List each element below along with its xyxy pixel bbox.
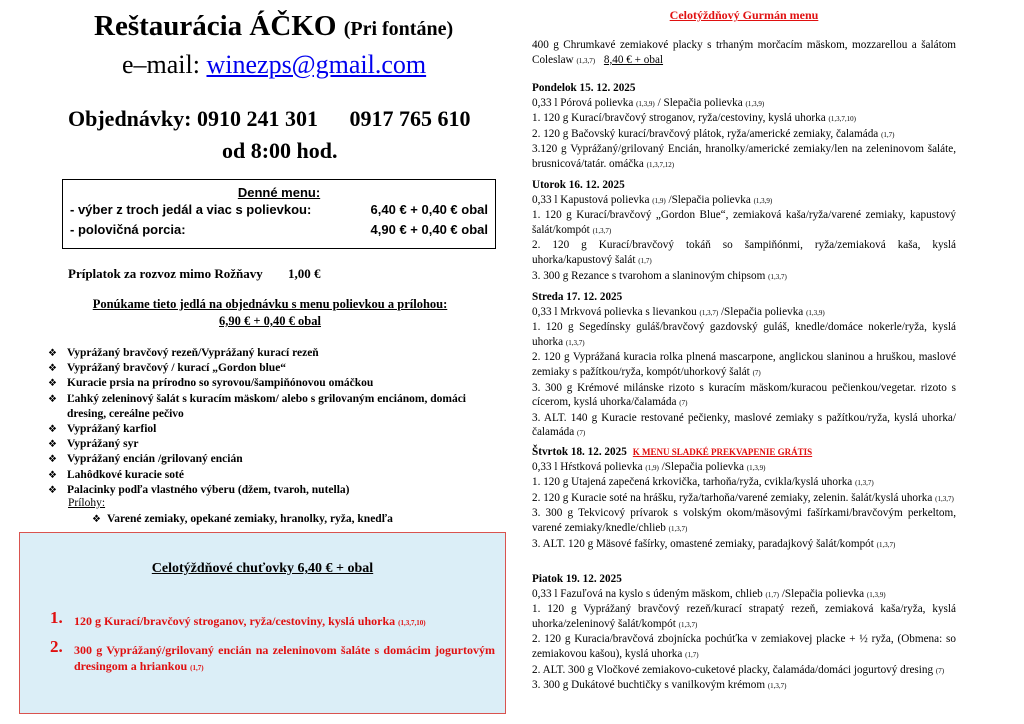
phone-1: 0910 241 301	[196, 106, 318, 131]
surcharge-value: 1,00 €	[287, 266, 321, 281]
allergens: (1,7)	[190, 664, 204, 672]
menu-item: 1. 120 g Kurací/bravčový stroganov, ryža/cestoviny, kyslá uhorka (1,3,7,10)	[532, 112, 856, 125]
sides-list	[92, 513, 393, 525]
daily-menu-heading: Denné menu:	[237, 185, 321, 200]
opening-hours: od 8:00 hod.	[222, 138, 338, 163]
menu-item: 3. 300 g Rezance s tvarohom a slaninovým chipsom (1,3,7)	[532, 269, 787, 282]
diamond-bullet-icon: ❖	[48, 424, 57, 436]
list-item	[46, 361, 466, 376]
right-column	[532, 0, 956, 724]
offer-price: 6,90 € + 0,40 € obal	[219, 314, 321, 328]
day-tuesday	[532, 178, 956, 284]
diamond-bullet-icon: ❖	[48, 363, 57, 375]
weekly-specials-box	[19, 532, 506, 714]
diamond-bullet-icon: ❖	[92, 514, 101, 525]
daily-menu-row-label: - polovičná porcia:	[70, 222, 186, 237]
delivery-surcharge	[68, 266, 320, 282]
menu-item: 3. 300 g Tekvicový prívarok s volským okom/mäsovými fašírkami/bravčovým perkeltom, varené zemiaky/knedle/chlieb (1,3,7)	[532, 507, 956, 534]
phone-2: 0917 765 610	[349, 106, 471, 131]
orders-label: Objednávky:	[68, 106, 192, 131]
day-monday	[532, 81, 956, 173]
soup-line: 0,33 l Fazuľová na kyslo s údeným mäskom, chlieb (1,7) /Slepačia polievka (1,3,9)	[532, 587, 886, 600]
menu-item: 3. 300 g Dukátové buchtičky s vanilkovým krémom (1,3,7)	[532, 679, 787, 692]
diamond-bullet-icon: ❖	[48, 393, 57, 405]
dish-list	[46, 346, 466, 498]
menu-item: 1. 120 g Kurací/bravčový „Gordon Blue“, zemiaková kaša/ryža/varené zemiaky, kapustový šalát/kompót (1,3,7)	[532, 209, 956, 236]
soup-line: 0,33 l Mrkvová polievka s lievankou (1,3,7) /Slepačia polievka (1,3,9)	[532, 305, 825, 318]
item-text: 300 g Vyprážaný/grilovaný encián na zeleninovom šaláte s domácim jogurtovým dresingom a hriankou	[74, 643, 495, 673]
offer-text: Ponúkame tieto jedlá na objednávku s menu polievkou a prílohou:	[92, 297, 448, 311]
menu-item: 2. 120 g Vyprážaná kuracia rolka plnená mascarpone, anglickou slaninou a hruškou, maslové zemiaky s pažítkou/ryža, kompót/uhorkový šalát (7)	[532, 351, 956, 378]
list-item	[46, 437, 466, 452]
list-item	[46, 422, 466, 437]
daily-menu-row-label: - výber z troch jedál a viac s polievkou:	[70, 202, 312, 217]
email-label: e–mail:	[122, 50, 200, 79]
menu-item: 1. 120 g Utajená zapečená krkovička, tarhoňa/ryža, cvikla/kyslá uhorka (1,3,7)	[532, 476, 874, 489]
menu-item: 3. 300 g Krémové milánske rizoto s kuracím mäskom/kuracou pečienkou/vegetar. rizoto s cícerom, kyslá uhorka/čalamáda (7)	[532, 381, 956, 409]
email-line	[122, 50, 426, 80]
soup-line: 0,33 l Pórová polievka (1,3,9) / Slepačia polievka (1,3,9)	[532, 96, 765, 109]
restaurant-name: Reštaurácia ÁČKO	[94, 10, 337, 42]
allergens: (1,3,7)	[576, 56, 596, 65]
menu-item: 3.120 g Vyprážaný/grilovaný Encián, hranolky/americké zemiaky/len na zeleninovom šaláte, brusnicová/tatár. omáčka (1,3,7,12)	[532, 143, 956, 170]
weekly-special-item	[50, 637, 495, 676]
order-offer	[60, 296, 480, 330]
restaurant-subtitle: (Pri fontáne)	[343, 18, 454, 40]
dish-name: Lahôdkové kuracie soté	[67, 468, 184, 481]
restaurant-title	[94, 10, 494, 43]
menu-item: 2. ALT. 300 g Vločkové zemiakovo-cuketové placky, čalamáda/domáci jogurtový dresing (7)	[532, 663, 945, 676]
daily-menu-row	[63, 200, 495, 220]
list-item	[46, 483, 466, 498]
day-heading: Pondelok 15. 12. 2025	[532, 82, 636, 94]
diamond-bullet-icon: ❖	[48, 439, 57, 451]
daily-menu-box	[62, 179, 496, 249]
list-item	[46, 452, 466, 467]
free-dessert-note: K MENU SLADKÉ PREKVAPENIE GRÁTIS	[632, 447, 813, 457]
dish-name: Vyprážaný karfiol	[67, 423, 157, 436]
orders-line	[68, 106, 470, 132]
diamond-bullet-icon: ❖	[48, 348, 57, 359]
list-item	[46, 468, 466, 483]
list-item	[46, 346, 466, 361]
menu-item: 3. ALT. 120 g Mäsové fašírky, omastené zemiaky, paradajkový šalát/kompót (1,3,7)	[532, 537, 896, 550]
gourmet-text: 400 g Chrumkavé zemiakové placky s trhaným morčacím mäskom, mozzarellou a šalátom Coleslaw	[532, 39, 956, 66]
item-number: 1.	[50, 608, 63, 627]
diamond-bullet-icon: ❖	[48, 469, 57, 481]
dish-name: Ľahký zeleninový šalát s kuracím mäskom/ alebo s grilovaným enciánom, domáci dresing, cereálne pečivo	[67, 392, 466, 420]
surcharge-label: Príplatok za rozvoz mimo Rožňavy	[68, 266, 263, 281]
email-link[interactable]: winezps@gmail.com	[206, 50, 427, 79]
menu-item: 2. 120 g Kuracia/bravčová zbojnícka pochúťka v zemiakovej placke + ½ ryža, (Obmena: so zemiakovou kašou), kyslá uhorka (1,7)	[532, 633, 956, 660]
dish-name: Kuracie prsia na prírodno so syrovou/šampiňónovou omáčkou	[67, 377, 374, 390]
day-wednesday	[532, 290, 956, 441]
daily-menu-row-price: 6,40 € + 0,40 € obal	[370, 202, 488, 217]
sides-label: Prílohy:	[68, 497, 106, 509]
soup-line: 0,33 l Hŕstková polievka (1,9) /Slepačia polievka (1,3,9)	[532, 460, 766, 473]
diamond-bullet-icon: ❖	[48, 484, 57, 496]
dish-name: Vyprážaný bravčový / kurací „Gordon blue“	[67, 362, 287, 375]
allergens: (1,3,7,10)	[398, 619, 426, 627]
daily-menu-row-price: 4,90 € + 0,40 € obal	[370, 222, 488, 237]
gourmet-item	[532, 38, 956, 68]
gourmet-heading: Celotýždňový Gurmán menu	[669, 8, 819, 22]
weekly-special-item	[50, 608, 495, 631]
dish-name: Vyprážaný bravčový rezeň/Vyprážaný kurací rezeň	[67, 347, 319, 359]
gourmet-price: 8,40 € + obal	[603, 53, 664, 66]
diamond-bullet-icon: ❖	[48, 378, 57, 390]
menu-item: 1. 120 g Segedínsky guláš/bravčový gazdovský guláš, knedle/domáce nokerle/ryža, kyslá uhorka (1,3,7)	[532, 321, 956, 348]
day-heading: Streda 17. 12. 2025	[532, 291, 623, 303]
item-text: 120 g Kurací/bravčový stroganov, ryža/cestoviny, kyslá uhorka	[74, 614, 396, 628]
menu-item: 2. 120 g Kurací/bravčový tokáň so šampiňónmi, ryža/zemiaková kaša, kyslá uhorka/kapustový šalát (1,7)	[532, 239, 956, 266]
daily-menu-row	[63, 220, 495, 240]
dish-name: Vyprážaný encián /grilovaný encián	[67, 453, 243, 466]
menu-item: 2. 120 g Kuracie soté na hrášku, ryža/tarhoňa/varené zemiaky, zelenin. šalát/kyslá uhorka (1,3,7)	[532, 491, 954, 504]
dish-name: Palacinky podľa vlastného výberu (džem, tvaroh, nutella)	[67, 483, 350, 496]
day-heading: Utorok 16. 12. 2025	[532, 179, 625, 191]
diamond-bullet-icon: ❖	[48, 454, 57, 466]
day-heading: Štvrtok 18. 12. 2025 K MENU SLADKÉ PREKVAPENIE GRÁTIS	[532, 446, 813, 458]
menu-item: 2. 120 g Bačovský kurací/bravčový plátok, ryža/americké zemiaky, čalamáda (1,7)	[532, 127, 895, 140]
day-friday	[532, 572, 956, 694]
item-number: 2.	[50, 637, 63, 656]
soup-line: 0,33 l Kapustová polievka (1,9) /Slepačia polievka (1,3,9)	[532, 193, 773, 206]
list-item	[46, 376, 466, 391]
menu-item: 3. ALT. 140 g Kuracie restované pečienky, maslové zemiaky s pažítkou/ryža, kyslá uhorka/čalamáda (7)	[532, 411, 956, 439]
menu-item: 1. 120 g Vyprážaný bravčový rezeň/kurací strapatý rezeň, zemiaková kaša/ryža, kyslá uhorka/zeleninový šalát/kompót (1,3,7)	[532, 603, 956, 630]
weekly-specials-heading: Celotýždňové chuťovky 6,40 € + obal	[151, 561, 374, 576]
day-heading: Piatok 19. 12. 2025	[532, 573, 622, 585]
sides-text: Varené zemiaky, opekané zemiaky, hranolky, ryža, knedľa	[106, 513, 393, 525]
day-thursday	[532, 445, 956, 552]
dish-name: Vyprážaný syr	[67, 438, 139, 451]
list-item	[46, 392, 466, 422]
